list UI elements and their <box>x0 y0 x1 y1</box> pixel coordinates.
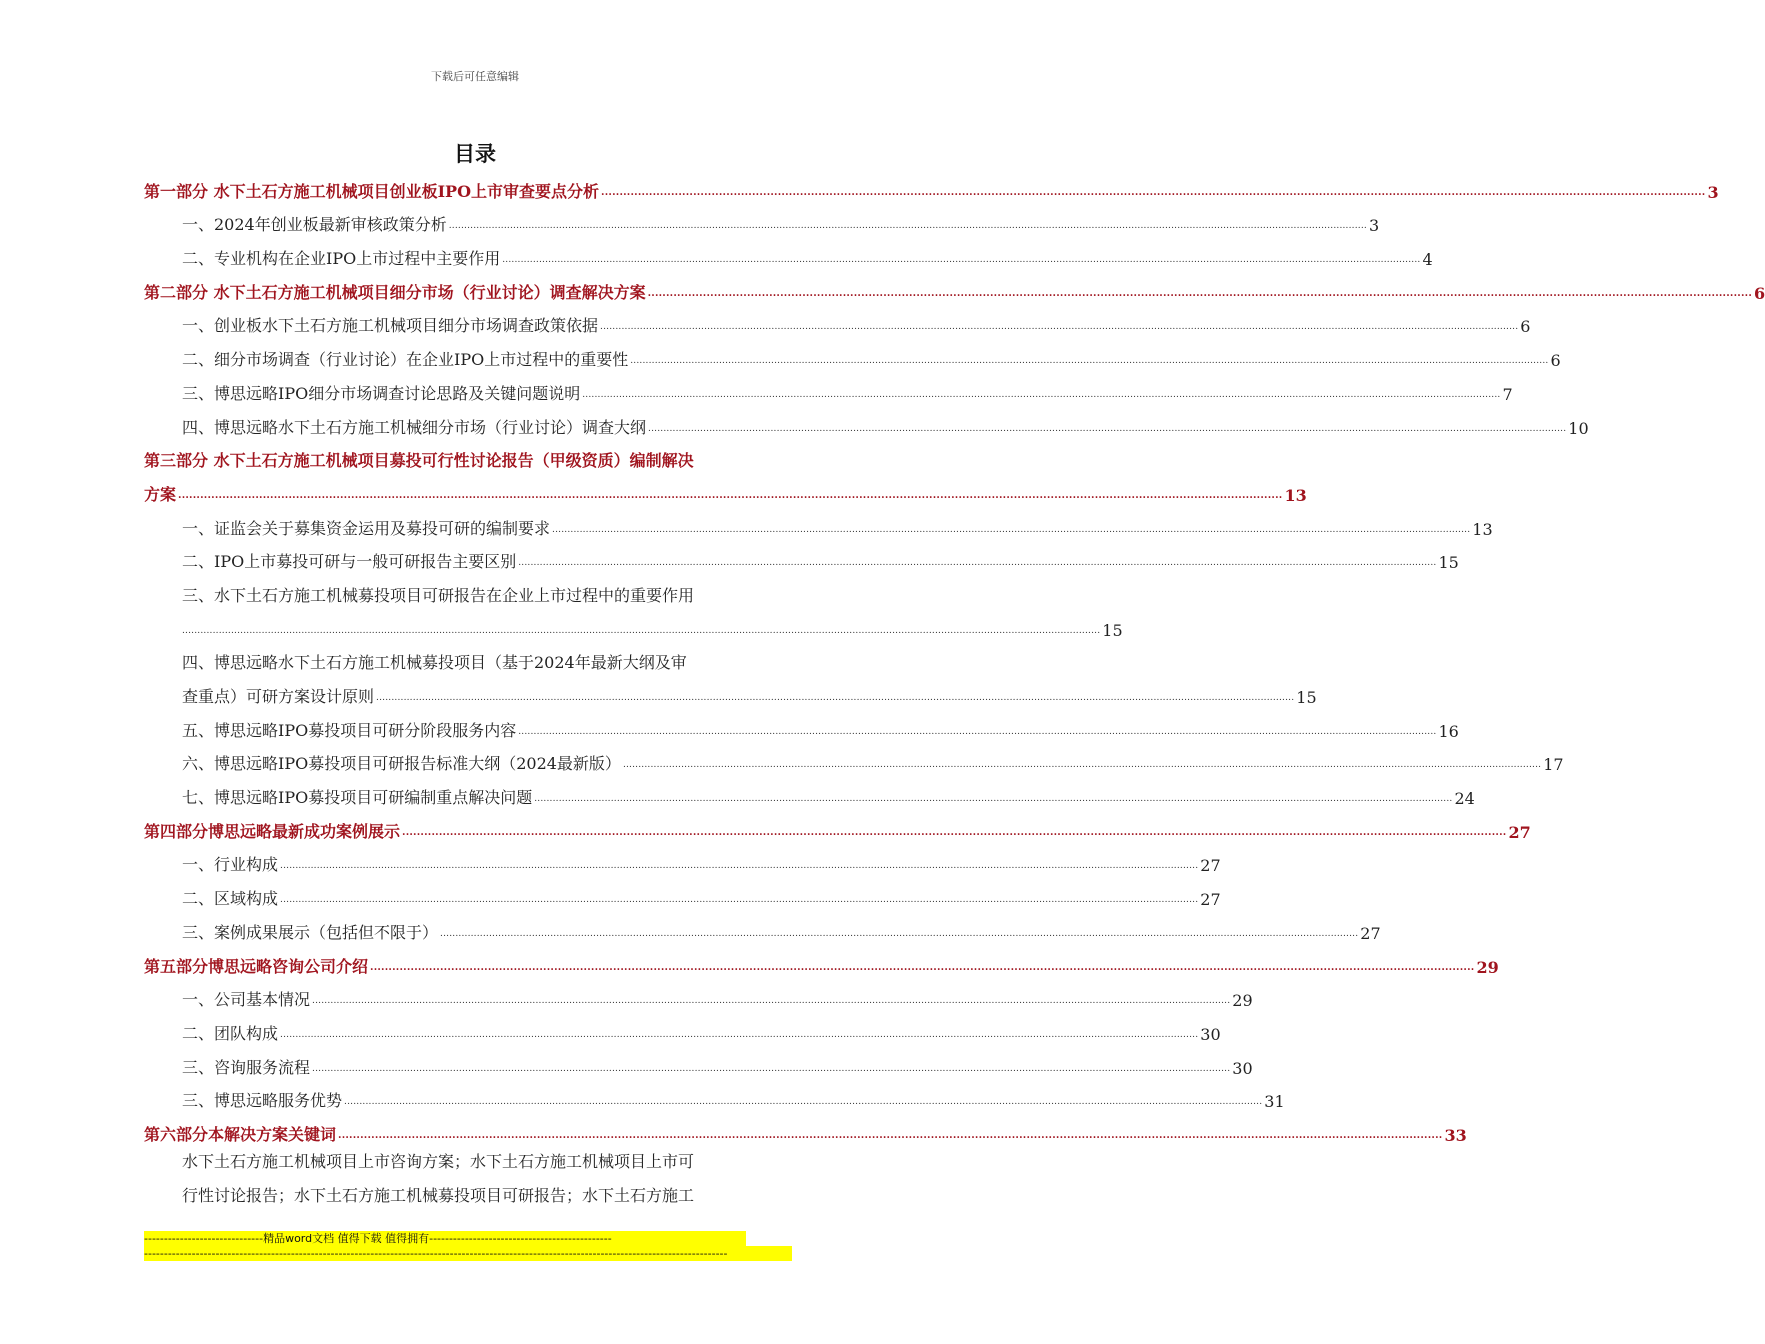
toc-part-4[interactable]: 第四部分博思远略最新成功案例展示 ............................................................................................................................................................................................................................................................................................................ 27 <box>144 821 1531 842</box>
toc-entry[interactable]: 七、博思远略IPO募投项目可研编制重点解决问题 ............................................................................................................................................................................................................................................................................................................ 24 <box>182 788 1475 809</box>
toc-entry[interactable]: 三、案例成果展示（包括但不限于） ............................................................................................................................................................................................................................................................................................................ 27 <box>182 922 1381 943</box>
toc-entry-line1: 四、博思远略水下土石方施工机械募投项目（基于2024年最新大纲及审 <box>182 653 687 673</box>
toc-part-3[interactable] <box>144 438 1307 505</box>
toc-title: 目录 <box>454 141 496 166</box>
keywords-line: 水下土石方施工机械项目上市咨询方案；水下土石方施工机械项目上市可 <box>182 1151 695 1171</box>
toc-part-3-line2: 方案 ............................................................................................................................................................................................................................................................................................................ 13 <box>144 484 1307 505</box>
toc-entry[interactable]: 五、博思远略IPO募投项目可研分阶段服务内容 ............................................................................................................................................................................................................................................................................................................ 16 <box>182 720 1459 741</box>
toc-entry[interactable]: 二、IPO上市募投可研与一般可研报告主要区别 ............................................................................................................................................................................................................................................................................................................ 15 <box>182 552 1459 573</box>
keywords-paragraph <box>144 1145 806 1212</box>
toc-part-1[interactable]: 第一部分 水下土石方施工机械项目创业板IPO上市审查要点分析 ............................................................................................................................................................................................................................................................................................................ 3 <box>144 181 1719 202</box>
toc-entry[interactable]: 二、区域构成 ............................................................................................................................................................................................................................................................................................................ 27 <box>182 889 1221 910</box>
toc-entry[interactable]: 一、证监会关于募集资金运用及募投可研的编制要求 ............................................................................................................................................................................................................................................................................................................ 13 <box>182 518 1493 539</box>
toc-entry[interactable]: 六、博思远略IPO募投项目可研报告标准大纲（2024最新版） ............................................................................................................................................................................................................................................................................................................ 17 <box>182 754 1564 775</box>
toc-entry[interactable]: 二、细分市场调查（行业讨论）在企业IPO上市过程中的重要性 ............................................................................................................................................................................................................................................................................................................ 6 <box>182 350 1561 371</box>
toc-part-3-line1: 第三部分 水下土石方施工机械项目募投可行性讨论报告（甲级资质）编制解决 <box>144 451 694 471</box>
toc-entry[interactable]: 一、2024年创业板最新审核政策分析 ............................................................................................................................................................................................................................................................................................................ 3 <box>182 215 1380 236</box>
toc-part-2[interactable]: 第二部分 水下土石方施工机械项目细分市场（行业讨论）调查解决方案 ............................................................................................................................................................................................................................................................................................................ 6 <box>144 282 1765 303</box>
toc-entry[interactable] <box>144 640 1317 707</box>
download-banner <box>144 1231 792 1261</box>
table-of-contents <box>144 168 1765 1212</box>
toc-entry[interactable]: 二、专业机构在企业IPO上市过程中主要作用 ............................................................................................................................................................................................................................................................................................................ 4 <box>182 249 1433 270</box>
toc-part-5[interactable]: 第五部分博思远略咨询公司介绍 ............................................................................................................................................................................................................................................................................................................ 29 <box>144 956 1499 977</box>
toc-entry[interactable]: 三、咨询服务流程 ............................................................................................................................................................................................................................................................................................................ 30 <box>182 1057 1253 1078</box>
toc-entry[interactable]: 一、创业板水下土石方施工机械项目细分市场调查政策依据 ............................................................................................................................................................................................................................................................................................................ 6 <box>182 316 1531 337</box>
toc-entry-line2: ............................................................................................................................................................................................................................................................................................................ 15 <box>182 620 1123 640</box>
toc-entry[interactable]: 三、博思远略IPO细分市场调查讨论思路及关键问题说明 ............................................................................................................................................................................................................................................................................................................ 7 <box>182 383 1513 404</box>
banner-line: ------------------------------精品word文档 值得下载 值得拥有---------------------------------------------- <box>144 1231 746 1246</box>
toc-entry-line2: 查重点）可研方案设计原则 ............................................................................................................................................................................................................................................................................................................ 15 <box>182 687 1317 707</box>
toc-entry-line1: 三、水下土石方施工机械募投项目可研报告在企业上市过程中的重要作用 <box>182 585 695 605</box>
toc-entry[interactable]: 一、公司基本情况 ............................................................................................................................................................................................................................................................................................................ 29 <box>182 990 1253 1011</box>
keywords-line: 行性讨论报告；水下土石方施工机械募投项目可研报告；水下土石方施工 <box>182 1185 695 1205</box>
toc-entry[interactable] <box>144 572 1123 640</box>
toc-entry[interactable]: 一、行业构成 ............................................................................................................................................................................................................................................................................................................ 27 <box>182 855 1221 876</box>
header-note: 下载后可任意编辑 <box>431 70 519 83</box>
toc-entry[interactable]: 二、团队构成 ............................................................................................................................................................................................................................................................................................................ 30 <box>182 1023 1221 1044</box>
banner-line: --------------------------------------------------------------------------------------------------------------------------------------------------- <box>144 1246 792 1261</box>
toc-entry[interactable]: 三、博思远略服务优势 ............................................................................................................................................................................................................................................................................................................ 31 <box>182 1091 1285 1112</box>
toc-part-6[interactable]: 第六部分本解决方案关键词 ............................................................................................................................................................................................................................................................................................................ 33 <box>144 1124 1467 1145</box>
toc-entry[interactable]: 四、博思远略水下土石方施工机械细分市场（行业讨论）调查大纲 ............................................................................................................................................................................................................................................................................................................ 10 <box>182 417 1589 438</box>
